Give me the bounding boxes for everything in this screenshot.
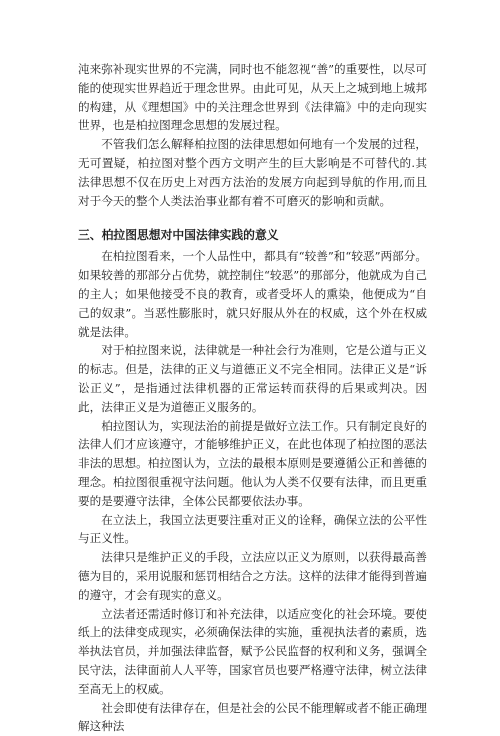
paragraph-legislators: 立法者还需适时修订和补充法律，以适应变化的社会环境。要使纸上的法律变成现实，必须确保法律的实施，重视执法者的素质，选举执法官员，并加强法律监督，赋予公民监督的权利和义务，强调全民守法，法律面前人人平等，国家官员也要严格遵守法律，树立法律至高无上的权威。	[78, 605, 427, 699]
document-page	[78, 60, 427, 736]
paragraph-china-legislation: 在立法上，我国立法更要注重对正义的诠释，确保立法的公平性与正义性。	[78, 511, 427, 549]
paragraph-citizens-understanding: 社会即使有法律存在，但是社会的公民不能理解或者不能正确理解这种法	[78, 699, 427, 736]
paragraph-good-evil: 在柏拉图看来，一个人品性中，都具有“较善”和“较恶”两部分。如果较善的那部分占优势，就控制住“较恶”的那部分，他就成为自己的主人；如果他接受不良的教育，或者受坏人的熏染，他便成为“自己的奴隶”。当恶性膨胀时，就只好服从外在的权威，这个外在权威就是法律。	[78, 247, 427, 341]
paragraph-continuation: 沌来弥补现实世界的不完满，同时也不能忽视“善”的重要性，以尽可能的使现实世界趋近于理念世界。由此可见，从天上之城到地上城邦的构建，从《理想国》中的关注理念世界到《法律篇》中的走向现实世界，也是柏拉图理念思想的发展过程。	[78, 60, 427, 135]
paragraph-law-justice: 对于柏拉图来说，法律就是一种社会行为准则，它是公道与正义的标志。但是，法律的正义与道德正义不完全相同。法律正义是“诉讼正义”，是指通过法律机器的正常运转而获得的后果或判决。因此，法律正义是为道德正义服务的。	[78, 341, 427, 416]
paragraph-law-means: 法律只是维护正义的手段，立法应以正义为原则，以获得最高善德为目的，采用说服和惩罚相结合之方法。这样的法律才能得到普遍的遵守，才会有现实的意义。	[78, 548, 427, 604]
section-spacer	[78, 210, 427, 226]
paragraph-plato-influence: 不管我们怎么解释柏拉图的法律思想如何地有一个发展的过程，无可置疑，柏拉图对整个西方文明产生的巨大影响是不可替代的.其法律思想不仅在历史上对西方法治的发展方向起到导航的作用,而且对于今天的整个人类法治事业都有着不可磨灭的影响和贡献。	[78, 135, 427, 210]
paragraph-legislation: 柏拉图认为，实现法治的前提是做好立法工作。只有制定良好的法律人们才应该遵守，才能够维护正义，在此也体现了柏拉图的恶法非法的思想。柏拉图认为，立法的最根本原则是要遵循公正和善德的理念。柏拉图很重视守法问题。他认为人类不仅要有法律，而且更重要的是要遵守法律，全体公民都要依法办事。	[78, 417, 427, 511]
section-heading: 三、柏拉图思想对中国法律实践的意义	[78, 226, 427, 245]
